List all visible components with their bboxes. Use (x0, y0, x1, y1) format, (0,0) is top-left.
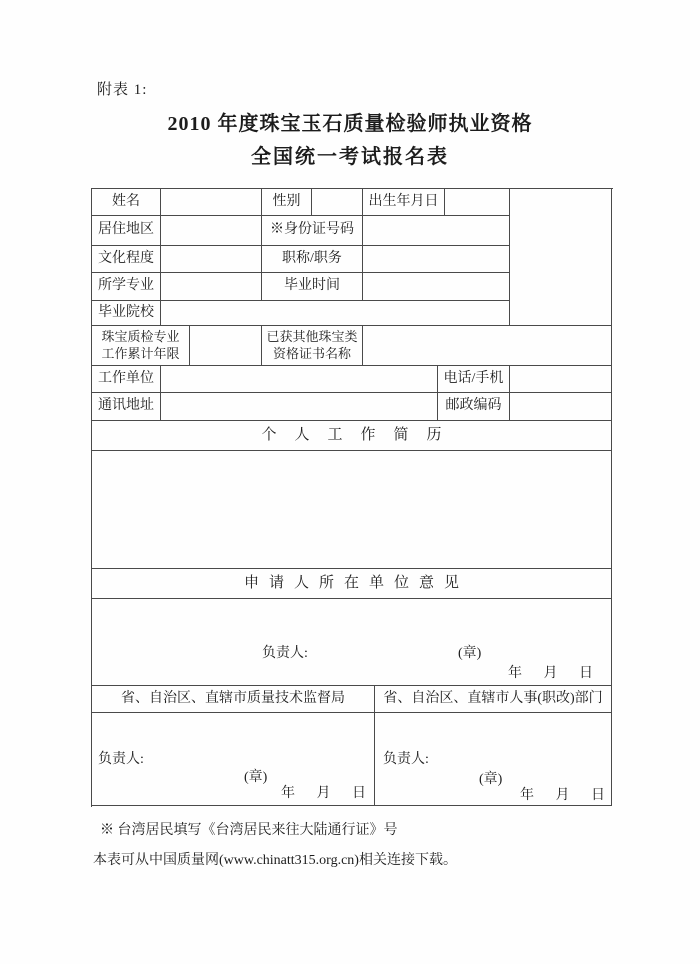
label-address: 通讯地址 (92, 393, 161, 421)
input-cell-name (161, 189, 262, 216)
input-cell-id-number (363, 216, 510, 246)
label-other-cert-line2: 资格证书名称 (272, 345, 351, 361)
unit-opinion-body (92, 599, 612, 686)
label-graduation-time: 毕业时间 (262, 273, 363, 301)
input-cell-education (161, 246, 262, 273)
attachment-label: 附表 1: (97, 82, 148, 98)
left-dept-signature-box (92, 713, 375, 806)
label-work-years-line1: 珠宝质检专业 (101, 328, 180, 344)
input-cell-work-years (190, 326, 262, 366)
seal-label: (章) (479, 772, 503, 787)
input-cell-residence (161, 216, 262, 246)
registration-table (91, 188, 613, 807)
label-phone: 电话/手机 (438, 366, 510, 393)
label-other-cert (262, 326, 363, 366)
input-cell-address (161, 393, 438, 421)
label-gender: 性别 (262, 189, 312, 216)
right-dept-signature-box (375, 713, 612, 806)
input-cell-graduation-time (363, 273, 510, 301)
input-cell-other-cert (363, 326, 612, 366)
seal-label: (章) (244, 770, 268, 785)
input-area-resume (92, 451, 612, 569)
input-cell-birth-date (445, 189, 510, 216)
label-major: 所学专业 (92, 273, 161, 301)
section-header-resume: 个人工作简历 (92, 421, 612, 451)
section-header-unit-opinion: 申请人所在单位意见 (92, 569, 612, 599)
input-cell-job-title (363, 246, 510, 273)
responsible-label: 负责人: (98, 752, 144, 767)
input-cell-major (161, 273, 262, 301)
label-id-number: ※身份证号码 (262, 216, 363, 246)
seal-label: (章) (458, 646, 482, 661)
input-cell-employer (161, 366, 438, 393)
label-job-title: 职称/职务 (262, 246, 363, 273)
form-title-line1: 2010 年度珠宝玉石质量检验师执业资格 (167, 113, 533, 135)
input-cell-phone (510, 366, 612, 393)
label-work-years-line2: 工作累计年限 (101, 345, 180, 361)
label-school: 毕业院校 (92, 301, 161, 326)
photo-box (510, 189, 612, 326)
date-label: 年 月 日 (520, 788, 605, 803)
label-employer: 工作单位 (92, 366, 161, 393)
responsible-label: 负责人: (383, 752, 429, 767)
label-other-cert-line1: 已获其他珠宝类 (266, 328, 358, 344)
label-name: 姓名 (92, 189, 161, 216)
date-label: 年 月 日 (281, 786, 366, 801)
responsible-label: 负责人: (262, 646, 308, 661)
label-residence: 居住地区 (92, 216, 161, 246)
date-label: 年 月 日 (508, 666, 593, 681)
right-dept-header: 省、自治区、直辖市人事(职改)部门 (375, 686, 612, 713)
label-birth-date: 出生年月日 (363, 189, 445, 216)
label-work-years (92, 326, 190, 366)
label-postcode: 邮政编码 (438, 393, 510, 421)
form-title-line2: 全国统一考试报名表 (251, 146, 449, 168)
left-dept-header: 省、自治区、直辖市质量技术监督局 (92, 686, 375, 713)
label-education: 文化程度 (92, 246, 161, 273)
input-cell-gender (312, 189, 363, 216)
input-cell-school (161, 301, 510, 326)
footnote-download: 本表可从中国质量网(www.chinatt315.org.cn)相关连接下载。 (93, 853, 457, 868)
footnote-taiwan: ※ 台湾居民填写《台湾居民来往大陆通行证》号 (100, 823, 398, 838)
input-cell-postcode (510, 393, 612, 421)
